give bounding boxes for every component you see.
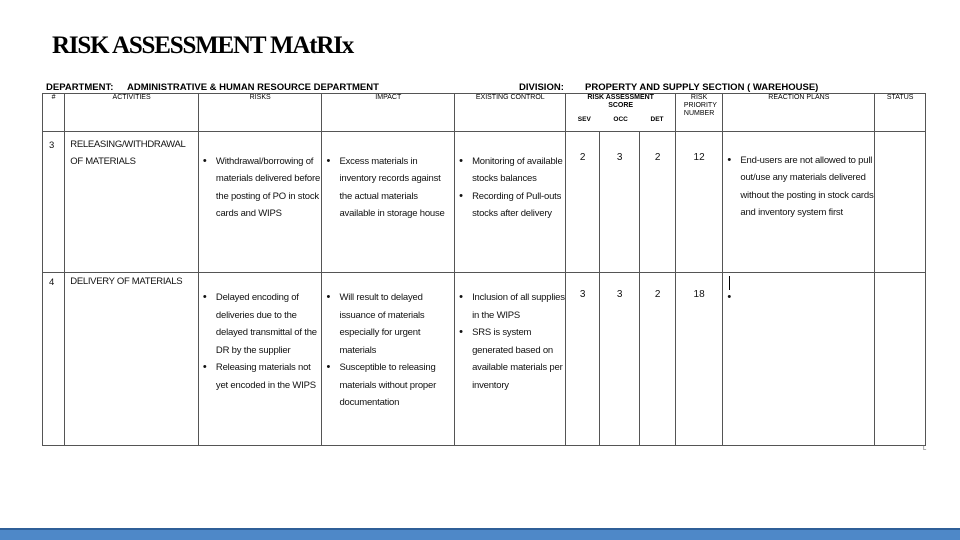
sev-value: 3	[566, 273, 599, 446]
impact-cell	[322, 136, 455, 273]
control-item: • Monitoring of available stocks balances	[455, 153, 565, 188]
impact-item: • Excess materials in inventory records against the actual materials available in storage house	[322, 153, 454, 223]
row-number: 4	[43, 273, 65, 446]
col-header-status: STATUS	[875, 94, 926, 132]
reaction-item: • End-users are not allowed to pull out/use any materials delivered without the posting in stock cards and inventory system first	[723, 152, 874, 222]
cell-end-marker: L	[923, 446, 927, 452]
sev-value: 2	[566, 136, 599, 273]
activity-cell: DELIVERY OF MATERIALS	[65, 273, 199, 446]
det-value: 2	[640, 273, 675, 446]
reaction-plans-cell	[723, 273, 875, 446]
department-label: DEPARTMENT:	[46, 82, 114, 93]
division-value: PROPERTY AND SUPPLY SECTION ( WAREHOUSE)	[585, 82, 819, 93]
page-title: RISK ASSESSMENT MAtRIx	[52, 32, 354, 59]
table-row	[43, 136, 926, 273]
impact-item: • Will result to delayed issuance of materials especially for urgent materials	[322, 289, 454, 359]
occ-value: 3	[599, 273, 640, 446]
control-item: • SRS is system generated based on available materials per inventory	[455, 324, 565, 394]
activity-cell: RELEASING/WITHDRAWAL OF MATERIALS	[65, 136, 199, 273]
col-header-sev: SEV	[577, 116, 591, 124]
footer-bar	[0, 528, 960, 540]
occ-value: 3	[599, 136, 640, 273]
col-header-activities: ACTIVITIES	[65, 94, 199, 132]
col-header-occ: OCC	[613, 116, 628, 124]
status-cell	[875, 136, 926, 273]
rpn-value: 12	[675, 136, 723, 273]
control-item: • Recording of Pull-outs stocks after delivery	[455, 188, 565, 223]
row-number: 3	[43, 136, 65, 273]
risks-cell	[198, 273, 322, 446]
table-row	[43, 273, 926, 446]
col-header-existing-control: EXISTING CONTROL	[455, 94, 566, 132]
col-header-impact: IMPACT	[322, 94, 455, 132]
department-value: ADMINISTRATIVE & HUMAN RESOURCE DEPARTMENT	[127, 82, 379, 93]
text-cursor	[729, 276, 730, 290]
det-value: 2	[640, 136, 675, 273]
risk-item: • Delayed encoding of deliveries due to the delayed transmittal of the DR by the supplier	[199, 289, 322, 359]
division-label: DIVISION:	[519, 82, 564, 93]
col-header-det: DET	[650, 116, 664, 124]
impact-cell	[322, 273, 455, 446]
risk-item: • Releasing materials not yet encoded in the WIPS	[199, 359, 322, 394]
risks-cell	[198, 136, 322, 273]
rpn-value: 18	[675, 273, 723, 446]
reaction-plans-cell	[723, 136, 875, 273]
table-header-row	[43, 94, 926, 132]
impact-item: • Susceptible to releasing materials without proper documentation	[322, 359, 454, 412]
existing-control-cell	[455, 273, 566, 446]
col-header-rpn: RISK PRIORITY NUMBER	[675, 94, 723, 132]
col-header-num: #	[43, 94, 65, 132]
control-item: • Inclusion of all supplies in the WIPS	[455, 289, 565, 324]
risk-assessment-score-title: RISK ASSESSMENT SCORE	[587, 94, 654, 109]
col-header-risk-assessment-score	[566, 94, 675, 132]
col-header-risks: RISKS	[198, 94, 322, 132]
risk-matrix-table	[42, 93, 926, 446]
status-cell	[875, 273, 926, 446]
risk-item: • Withdrawal/borrowing of materials delivered before the posting of PO in stock cards and WIPS	[199, 153, 322, 223]
existing-control-cell	[455, 136, 566, 273]
col-header-reaction-plans: REACTION PLANS	[723, 94, 875, 132]
